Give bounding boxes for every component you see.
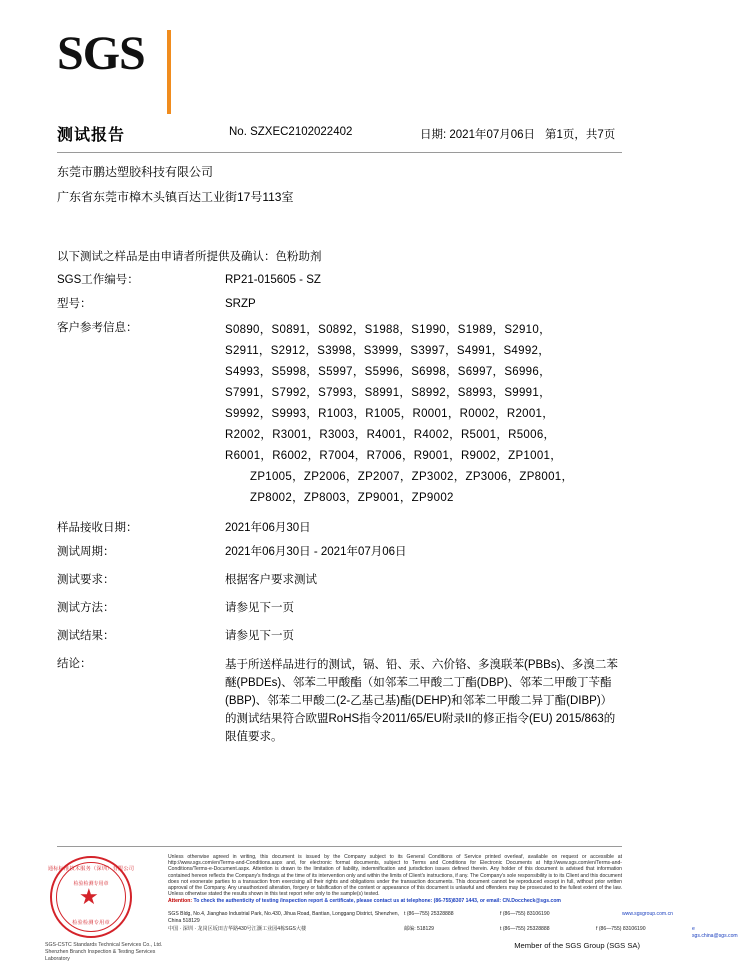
sgs-logo <box>57 28 207 92</box>
address-tel: t (86—755) 25328888 <box>404 911 454 917</box>
header-divider <box>57 152 622 153</box>
footer-attention <box>168 898 622 904</box>
address-tel: t (86—755) 25328888 <box>500 925 550 932</box>
customer-reference-row <box>57 320 622 509</box>
page-indicator: 第1页，共7页 <box>545 129 616 141</box>
footer-address-row <box>168 925 738 941</box>
report-number: No. SZXEC2102022402 <box>229 126 353 138</box>
field-row <box>57 296 622 313</box>
field-label: 样品接收日期： <box>57 522 138 534</box>
conclusion-row <box>57 656 622 746</box>
company-seal-stamp <box>45 856 165 962</box>
field-row <box>57 520 622 537</box>
list-item: R2002，R3001，R3003，R4001，R4002，R5001，R5006， <box>225 429 556 441</box>
field-row <box>57 272 622 289</box>
footer-divider <box>57 846 622 847</box>
customer-reference-list <box>225 320 622 509</box>
field-value: 2021年06月30日 - 2021年07月06日 <box>225 546 407 558</box>
field-value: 请参见下一页 <box>225 630 294 642</box>
list-item: ZP8002，ZP8003，ZP9001，ZP9002 <box>250 492 454 504</box>
list-item: S4993，S5998，S5997，S5996，S6998，S6997，S6996， <box>225 366 551 378</box>
list-item: ZP1005，ZP2006，ZP2007，ZP3002，ZP3006，ZP8001， <box>250 471 574 483</box>
address-zip: 邮编: 518129 <box>404 925 435 932</box>
field-value: RP21-015605 - SZ <box>225 274 321 286</box>
page-title: 测试报告 <box>57 127 126 144</box>
report-header-row <box>57 122 622 146</box>
list-item: S7991，S7992，S7993，S8991，S8992，S8993，S9991， <box>225 387 551 399</box>
field-label: 测试方法： <box>57 602 115 614</box>
attention-label: Attention: <box>168 898 193 905</box>
fields-table <box>57 272 622 753</box>
member-statement: Member of the SGS Group (SGS SA) <box>514 941 640 950</box>
report-date: 日期: 2021年07月06日 <box>420 129 536 141</box>
field-value: 根据客户要求测试 <box>225 574 317 586</box>
attention-text: To check the authenticity of testing /inspection report & certificate, please contact us at telephone: (86-755)8307 1443, or email: CN.Doccheck@sgs.com <box>193 898 561 905</box>
field-value: 请参见下一页 <box>225 602 294 614</box>
seal-caption-line: Shenzhen Branch Inspection & Testing Services Laboratory <box>45 949 156 962</box>
field-row <box>57 628 622 645</box>
list-item: S0890，S0891，S0892，S1988，S1990，S1989，S2910， <box>225 324 551 336</box>
field-label: 客户参考信息： <box>57 322 138 334</box>
sample-statement: 以下测试之样品是由申请者所提供及确认：色粉助剂 <box>57 251 322 263</box>
seal-bottom-text: 检验检测专用章 <box>72 920 110 926</box>
field-label: 测试周期： <box>57 546 115 558</box>
seal-mid-text: 检验检测专用章 <box>73 881 109 887</box>
field-label: 测试要求： <box>57 574 115 586</box>
disclaimer-text: Unless otherwise agreed in writing, this document is issued by the Company subject to its General Conditions of Service printed overleaf, available on request or accessible at http://www.sgs.com/en/Terms-and-Conditions.aspx and, for electronic format documents, subject to Terms and Conditions for Electronic Documents at http://www.sgs.com/en/Terms-and-Conditions/Terms-e-Document.aspx. Attention is drawn to the limitation of liability, indemnification and jurisdiction issues defined therein. Any holder of this document is advised that information contained hereon reflects the Company's findings at the time of its intervention only and within the limits of Client's instructions, if any. The Company's sole responsibility is to its Client and this document does not exonerate parties to a transaction from exercising all their rights and obligations under the transaction documents. This document cannot be reproduced except in full, without prior written approval of the Company. Any unauthorized alteration, forgery or falsification of the content or appearance of this document is unlawful and offenders may be prosecuted to the fullest extent of the law. Unless otherwise stated the results shown in this test report refer only to the sample(s) tested. <box>168 854 622 898</box>
logo-text: SGS <box>57 27 145 80</box>
address-website[interactable]: www.sgsgroup.com.cn <box>622 911 673 917</box>
field-value: SRZP <box>225 298 256 310</box>
list-item: R6001，R6002，R7004，R7006，R9001，R9002，ZP1001， <box>225 450 563 462</box>
list-item: S2911，S2912，S3998，S3999，S3997，S4991，S4992， <box>225 345 551 357</box>
address-email[interactable]: e sgs.china@sgs.com <box>692 925 738 940</box>
field-row <box>57 600 622 617</box>
seal-top-text: 通标标准技术服务（深圳）有限公司 <box>47 866 135 872</box>
field-label: 结论： <box>57 658 92 670</box>
field-value: 2021年06月30日 <box>225 522 311 534</box>
field-label: 测试结果： <box>57 630 115 642</box>
conclusion-text: 基于所送样品进行的测试，镉、铅、汞、六价铬、多溴联苯(PBBs)、多溴二苯醚(PBDEs)、邻苯二甲酸酯（如邻苯二甲酸二丁酯(DBP)、邻苯二甲酸丁苄酯(BBP)、邻苯二甲酸二(2-乙基己基)酯(DEHP)和邻苯二甲酸二异丁酯(DIBP)）的测试结果符合欧盟RoHS指令2011/65/EU附录II的修正指令(EU) 2015/863的限值要求。 <box>225 659 618 743</box>
footer-address-block <box>168 911 738 941</box>
field-label: SGS工作编号： <box>57 274 139 286</box>
seal-caption-line: SGS-CSTC Standards Technical Services Co., Ltd. <box>45 942 163 948</box>
field-row <box>57 544 622 561</box>
footer-address-row <box>168 911 673 926</box>
field-label: 型号： <box>57 298 92 310</box>
field-row <box>57 572 622 589</box>
address-fax: f (86—755) 83106190 <box>596 925 646 932</box>
footer-disclaimer <box>168 854 622 905</box>
logo-accent-bar <box>167 30 171 114</box>
client-company: 东莞市鹏达塑胶科技有限公司 <box>57 165 214 179</box>
address-cn: 中国 · 深圳 · 龙岗区坂田吉华路430号江灏工业园4栋SGS大楼 <box>168 925 307 932</box>
client-address: 广东省东莞市樟木头镇百达工业街17号113室 <box>57 190 294 204</box>
star-icon: ★ <box>79 884 99 909</box>
address-fax: f (86—755) 83106190 <box>500 911 550 917</box>
address-en: SGS Bldg, No.4, Jianghao Industrial Park, No.430, Jihua Road, Bantian, Longgang District, Shenzhen, China 518129 <box>168 911 400 925</box>
list-item: S9992，S9993，R1003，R1005，R0001，R0002，R2001， <box>225 408 555 420</box>
